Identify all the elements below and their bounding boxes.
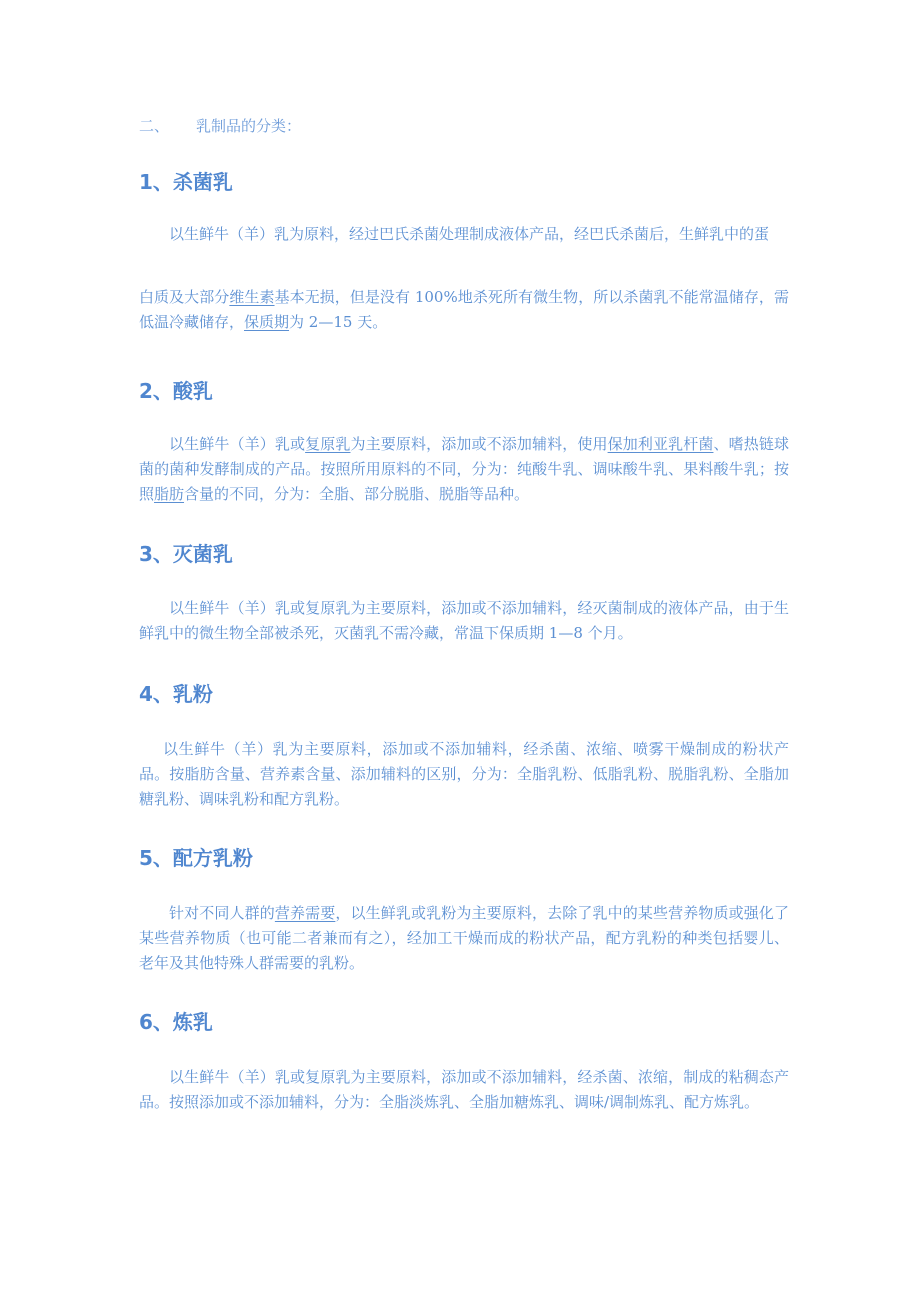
intro-text: 乳制品的分类：	[196, 117, 302, 135]
section-condensed-milk	[139, 1009, 789, 1115]
text-span: 为 2—15 天。	[289, 313, 388, 331]
section-heading: 2、酸乳	[139, 379, 213, 403]
section-heading: 4、乳粉	[139, 682, 213, 706]
section-paragraph: 以生鲜牛（羊）乳为主要原料，添加或不添加辅料，经杀菌、浓缩、喷雾干燥制成的粉状产品。按脂肪含量、营养素含量、添加辅料的区别，分为：全脂乳粉、低脂乳粉、脱脂乳粉、全脂加糖乳粉、调味乳粉和配方乳粉。	[139, 740, 789, 808]
classification-intro	[139, 116, 301, 136]
intro-number: 二、	[139, 117, 170, 135]
link-reconstituted-milk[interactable]: 复原乳	[305, 435, 351, 453]
text-span: 含量的不同，分为：全脂、部分脱脂、脱脂等品种。	[184, 485, 530, 503]
text-span: ，以生鲜乳或乳粉为主要原料，去除了乳中的某些营养物质或强化了某些营养物质（也可能二者兼而有之），经加工干燥而成的粉状产品，配方乳粉的种类包括婴儿、老年及其他特殊人群需要的乳粉。	[139, 904, 789, 972]
section-paragraph	[139, 432, 789, 507]
section-paragraph	[139, 901, 789, 976]
section-formula-powder	[139, 845, 789, 976]
text-span: 基本无损，但是没有 100%地杀死所有微生物，所以杀菌乳不能常温储存，需低温冷藏储存，	[139, 288, 789, 331]
section-paragraph-continued	[139, 285, 789, 335]
text-span: 、嗜热链球菌的菌种发酵制成的产品。按照所用原料的不同，分为：纯酸牛乳、调味酸牛乳、果料酸牛乳；按照	[139, 435, 789, 503]
section-uht-milk	[139, 541, 789, 646]
link-shelf-life[interactable]: 保质期	[244, 313, 290, 331]
section-paragraph: 以生鲜牛（羊）乳或复原乳为主要原料，添加或不添加辅料，经杀菌、浓缩，制成的粘稠态产品。按照添加或不添加辅料，分为：全脂淡炼乳、全脂加糖炼乳、调味/调制炼乳、配方炼乳。	[139, 1068, 789, 1111]
link-vitamin[interactable]: 维生素	[229, 288, 275, 306]
text-span: 针对不同人群的	[169, 904, 275, 922]
link-lactobacillus-bulgaricus[interactable]: 保加利亚乳杆菌	[607, 435, 714, 453]
section-heading: 1、杀菌乳	[139, 170, 233, 194]
link-nutrition-needs[interactable]: 营养需要	[274, 904, 336, 922]
link-fat[interactable]: 脂肪	[154, 485, 185, 503]
text-span: 为主要原料，添加或不添加辅料，使用	[350, 435, 608, 453]
section-paragraph: 以生鲜牛（羊）乳为原料，经过巴氏杀菌处理制成液体产品，经巴氏杀菌后，生鲜乳中的蛋	[169, 225, 770, 243]
section-sterilized-milk	[139, 169, 789, 335]
section-heading: 3、灭菌乳	[139, 542, 233, 566]
section-paragraph: 以生鲜牛（羊）乳或复原乳为主要原料，添加或不添加辅料，经灭菌制成的液体产品，由于生鲜乳中的微生物全部被杀死，灭菌乳不需冷藏，常温下保质期 1—8 个月。	[139, 599, 789, 642]
text-span: 以生鲜牛（羊）乳或	[169, 435, 306, 453]
section-yogurt	[139, 378, 789, 507]
section-heading: 5、配方乳粉	[139, 846, 253, 870]
section-heading: 6、炼乳	[139, 1010, 213, 1034]
text-span: 白质及大部分	[139, 288, 230, 306]
section-milk-powder	[139, 681, 789, 812]
